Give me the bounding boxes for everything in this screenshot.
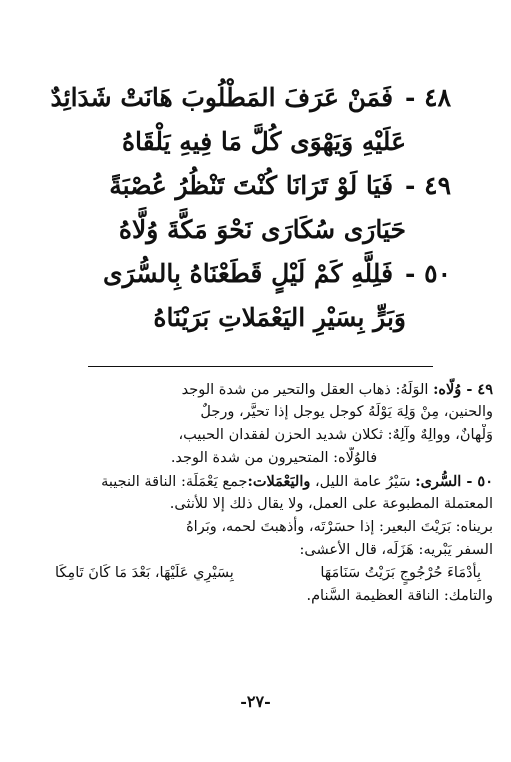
note-lead: ٤٩ - وُلَّاه: bbox=[433, 381, 493, 398]
page-number: -٢٧- bbox=[240, 692, 271, 711]
verse-line bbox=[56, 252, 451, 296]
verse-number: ٥٠ - bbox=[405, 259, 451, 288]
verse-line bbox=[50, 76, 451, 120]
note-line: المعتملة المطبوعة على العمل، ولا يقال ذلك إلا للأنثى. bbox=[169, 496, 493, 512]
verse-number: ٤٩ - bbox=[405, 171, 451, 200]
hemistich-first: بِأَدْمَاءَ حُرْجُوجٍ بَرَيْتُ سَنَامَهَا bbox=[320, 565, 481, 581]
verse-text: فَيَا لَوْ تَرَانَا كُنْتَ تَنْظُرُ عُصْبَةً bbox=[109, 171, 394, 200]
verse-line bbox=[56, 208, 451, 252]
poem-verses bbox=[50, 76, 451, 340]
verse-line bbox=[56, 164, 451, 208]
verse-text: عَلَيْهِ وَيَهْوَى كُلَّ مَا فِيهِ يَلْقَاهُ bbox=[121, 127, 406, 156]
note-line: فالوُلَّاه: المتحيرون من شدة الوجد. bbox=[170, 450, 378, 466]
verse-line bbox=[56, 296, 451, 340]
note-line: وَلْهانٌ، ووالِهٌ وآلِهٌ: ثكلان شديد الحزن لفقدان الحبيب، bbox=[178, 427, 493, 443]
verse-line bbox=[56, 120, 451, 164]
note-line: السفر يَبْريه: هَزَلَه، قال الأعشى: bbox=[299, 542, 493, 558]
note-line: والتامك: الناقة العظيمة السَّنام. bbox=[306, 588, 493, 604]
footnote-divider bbox=[88, 366, 433, 367]
poetry-quote bbox=[15, 562, 493, 585]
footnotes bbox=[15, 378, 493, 608]
hemistich-second: بِسَيْرِي عَلَيْهَا، بَعْدَ مَا كَانَ تَامِكَا bbox=[55, 565, 234, 581]
verse-number: ٤٨ - bbox=[405, 83, 451, 112]
note-text: سَيْرُ عامة الليل، bbox=[314, 474, 411, 490]
verse-text: وَبَرٍّ بِسَيْرِ اليَعْمَلاتِ بَرَيْنَاهُ bbox=[153, 303, 406, 332]
note-line: بريناه: بَرَيْتَ البعير: إذا حسَرْتَه، وأذهبتَ لحمه، وبَراهُ bbox=[186, 519, 493, 535]
verse-text: فَمَنْ عَرَفَ المَطْلُوبَ هَانَتْ شَدَائِدٌ bbox=[50, 83, 394, 112]
note-text: الوَلَهُ: ذهاب العقل والتحير من شدة الوجد bbox=[181, 382, 429, 398]
note-line bbox=[15, 378, 493, 401]
note-line bbox=[15, 470, 493, 493]
note-lead: ٥٠ - السُّرى: bbox=[415, 473, 493, 490]
verse-text: حَيَارَى سُكَارَى نَحْوَ مَكَّةَ وُلَّاهُ bbox=[118, 215, 406, 244]
note-text: جمع يَعْمَلَة: الناقة النجيبة bbox=[101, 474, 248, 490]
note-term: واليَعْمَلات: bbox=[247, 473, 311, 490]
verse-text: فَلِلَّهِ كَمْ لَيْلٍ قَطَعْنَاهُ بِالسُّرَى bbox=[103, 259, 394, 288]
note-line: والحنين، مِنْ وَلِهَ يَوْلَهُ كوجل يوجل إذا تحيَّر، ورجلٌ bbox=[200, 404, 493, 420]
